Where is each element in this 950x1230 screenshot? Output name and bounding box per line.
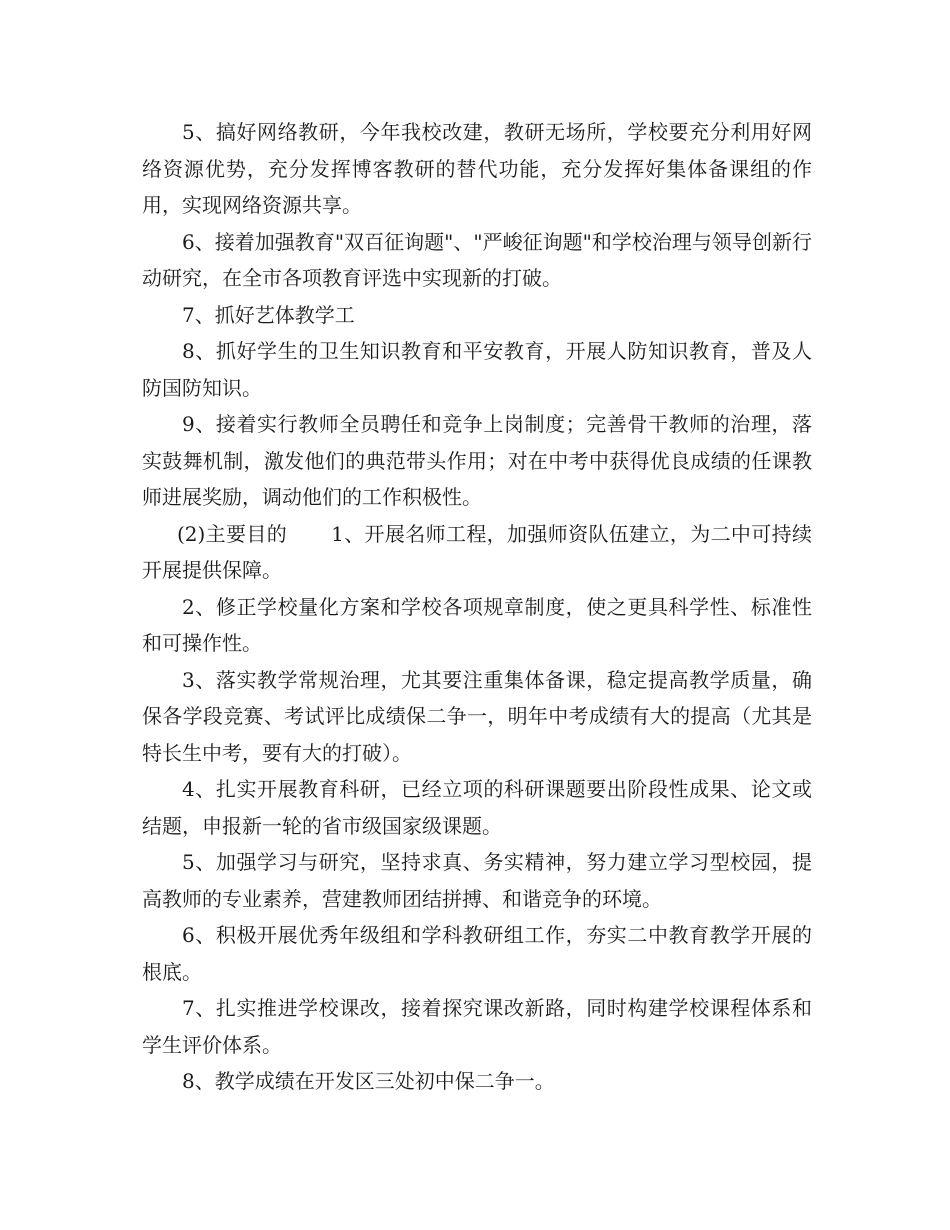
- goal-item-3: 3、落实教学常规治理，尤其要注重集体备课，稳定提高教学质量，确保各学段竞赛、考试评比成绩保二争一，明年中考成绩有大的提高（尤其是特长生中考，要有大的打破）。: [142, 667, 812, 765]
- paragraph-9-teacher-hiring: 9、接着实行教师全员聘任和竞争上岗制度；完善骨干教师的治理，落实鼓舞机制，激发他们的典范带头作用；对在中考中获得优良成绩的任课教师进展奖励，调动他们的工作积极性。: [142, 412, 812, 509]
- goal-item-1: 1、开展名师工程，加强师资队伍建立，为二中可持续开展提供保障。: [142, 521, 812, 582]
- goal-item-7: 7、扎实推进学校课改，接着探究课改新路，同时构建学校课程体系和学生评价体系。: [142, 996, 812, 1057]
- document-body: [142, 114, 812, 1100]
- goal-item-2: 2、修正学校量化方案和学校各项规章制度，使之更具科学性、标准性和可操作性。: [142, 594, 812, 655]
- goal-item-5: 5、加强学习与研究，坚持求真、务实精神，努力建立学习型校园，提高教师的专业素养，营建教师团结拼搏、和谐竞争的环境。: [142, 850, 812, 911]
- main-goals-paragraph: [142, 516, 812, 589]
- paragraph-5-network-research: 5、搞好网络教研，今年我校改建，教研无场所，学校要充分利用好网络资源优势，充分发挥博客教研的替代功能，充分发挥好集体备课组的作用，实现网络资源共享。: [142, 120, 812, 217]
- paragraph-7-arts-teaching: 7、抓好艺体教学工: [182, 302, 355, 327]
- goal-item-8: 8、教学成绩在开发区三处初中保二争一。: [182, 1069, 555, 1093]
- main-goals-heading: (2)主要目的: [177, 521, 288, 546]
- paragraph-6-education-research: 6、接着加强教育"双百征询题"、"严峻征询题"和学校治理与领导创新行动研究，在全市各项教育评选中实现新的打破。: [142, 229, 812, 290]
- goal-item-4: 4、扎实开展教育科研，已经立项的科研课题要出阶段性成果、论文或结题，申报新一轮的省市级国家级课题。: [142, 777, 812, 838]
- goal-item-6: 6、积极开展优秀年级组和学科教研组工作，夯实二中教育教学开展的根底。: [142, 923, 812, 984]
- paragraph-8-safety-education: 8、抓好学生的卫生知识教育和平安教育，开展人防知识教育，普及人防国防知识。: [142, 339, 812, 400]
